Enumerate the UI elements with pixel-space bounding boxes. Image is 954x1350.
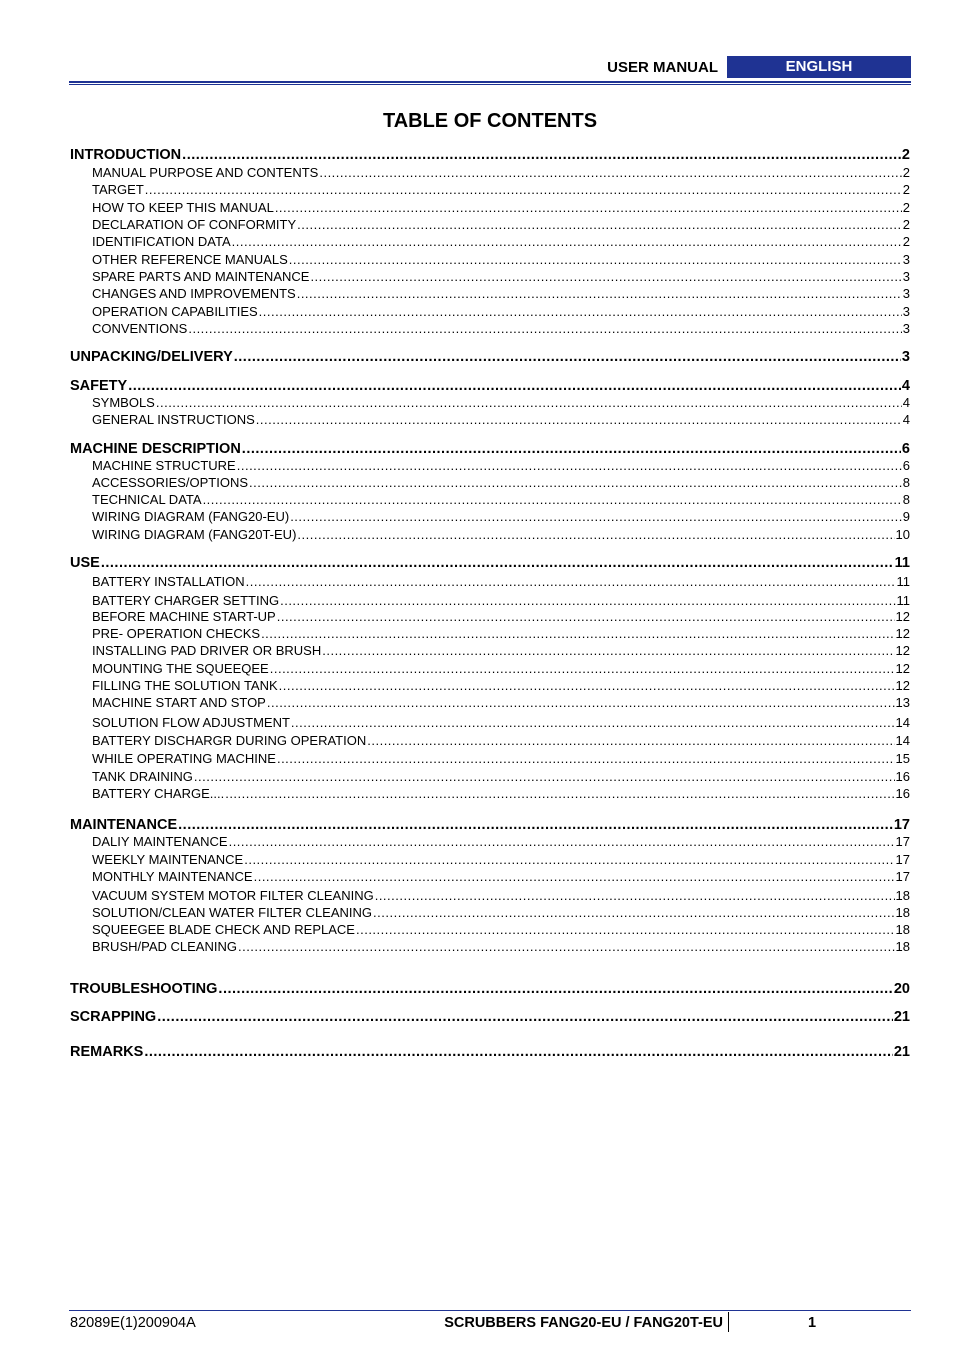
toc-entry-page: 16 <box>895 786 910 801</box>
toc-entry-page: 18 <box>895 888 910 903</box>
toc-subsection-entry[interactable] <box>92 395 910 411</box>
toc-entry-page: 13 <box>895 695 910 710</box>
toc-entry-label: OTHER REFERENCE MANUALS <box>92 252 288 267</box>
toc-dot-leader <box>275 200 902 216</box>
toc-subsection-entry[interactable] <box>92 217 910 233</box>
toc-subsection-entry[interactable] <box>92 834 910 850</box>
toc-dot-leader <box>279 678 895 694</box>
toc-entry-page: 3 <box>902 321 910 336</box>
toc-entry-page: 12 <box>895 609 910 624</box>
toc-entry-label: BATTERY INSTALLATION <box>92 574 245 589</box>
toc-section-entry[interactable] <box>70 146 910 164</box>
toc-subsection-entry[interactable] <box>92 492 910 508</box>
toc-dot-leader <box>218 980 892 998</box>
toc-subsection-entry[interactable] <box>92 475 910 491</box>
toc-subsection-entry[interactable] <box>92 321 910 337</box>
toc-subsection-entry[interactable] <box>92 733 910 749</box>
toc-entry-label: FILLING THE SOLUTION TANK <box>92 678 278 693</box>
toc-entry-page: 10 <box>895 527 910 542</box>
toc-subsection-entry[interactable] <box>92 769 910 785</box>
toc-entry-page: 18 <box>895 922 910 937</box>
toc-entry-label: USE <box>70 555 100 571</box>
toc-entry-page: 14 <box>895 715 910 730</box>
toc-subsection-entry[interactable] <box>92 234 910 250</box>
toc-entry-page: 17 <box>895 852 910 867</box>
toc-entry-page: 20 <box>893 981 910 997</box>
toc-subsection-entry[interactable] <box>92 751 910 767</box>
toc-subsection-entry[interactable] <box>92 269 910 285</box>
footer-page-number: 1 <box>807 1315 817 1331</box>
toc-entry-page: 4 <box>902 395 910 410</box>
toc-entry-page: 18 <box>895 905 910 920</box>
toc-dot-leader <box>367 733 894 749</box>
toc-subsection-entry[interactable] <box>92 786 910 802</box>
toc-dot-leader <box>297 527 894 543</box>
toc-dot-leader <box>322 643 894 659</box>
toc-subsection-entry[interactable] <box>92 695 910 711</box>
footer-product-name: SCRUBBERS FANG20-EU / FANG20T-EU <box>444 1315 723 1331</box>
toc-entry-page: 21 <box>893 1009 910 1025</box>
toc-dot-leader <box>182 146 901 164</box>
toc-dot-leader <box>277 609 895 625</box>
toc-subsection-entry[interactable] <box>92 905 910 921</box>
toc-entry-page: 21 <box>893 1044 910 1060</box>
toc-entry-page: 4 <box>901 378 910 394</box>
toc-dot-leader <box>203 492 902 508</box>
toc-entry-label: HOW TO KEEP THIS MANUAL <box>92 200 274 215</box>
toc-dot-leader <box>291 715 895 731</box>
toc-entry-label: DALIY MAINTENANCE <box>92 834 228 849</box>
toc-entry-page: 12 <box>895 661 910 676</box>
toc-entry-label: BATTERY CHARGE.... <box>92 786 225 801</box>
toc-section-entry[interactable] <box>70 554 910 572</box>
toc-entry-page: 6 <box>902 458 910 473</box>
toc-entry-page: 12 <box>895 643 910 658</box>
toc-entry-page: 12 <box>895 678 910 693</box>
toc-dot-leader <box>128 377 901 395</box>
toc-subsection-entry[interactable] <box>92 852 910 868</box>
toc-subsection-entry[interactable] <box>92 527 910 543</box>
toc-entry-page: 3 <box>902 252 910 267</box>
toc-entry-label: TROUBLESHOOTING <box>70 981 218 997</box>
toc-entry-label: BEFORE MACHINE START-UP <box>92 609 276 624</box>
toc-dot-leader <box>310 269 901 285</box>
toc-dot-leader <box>297 286 902 302</box>
toc-entry-label: TARGET <box>92 182 144 197</box>
toc-entry-page: 2 <box>902 200 910 215</box>
toc-subsection-entry[interactable] <box>92 593 910 609</box>
toc-entry-label: CHANGES AND IMPROVEMENTS <box>92 286 296 301</box>
toc-dot-leader <box>297 217 902 233</box>
toc-entry-label: TANK DRAINING <box>92 769 193 784</box>
toc-dot-leader <box>178 816 893 834</box>
toc-subsection-entry[interactable] <box>92 939 910 955</box>
toc-entry-label: SOLUTION/CLEAN WATER FILTER CLEANING <box>92 905 373 920</box>
toc-section-entry[interactable] <box>70 377 910 395</box>
toc-subsection-entry[interactable] <box>92 286 910 302</box>
toc-entry-label: IDENTIFICATION DATA <box>92 234 231 249</box>
toc-section-entry[interactable] <box>70 1043 910 1061</box>
footer-separator <box>728 1312 729 1332</box>
toc-entry-label: WEEKLY MAINTENANCE <box>92 852 244 867</box>
toc-dot-leader <box>144 1043 893 1061</box>
toc-section-entry[interactable] <box>70 1008 910 1026</box>
toc-entry-page: 2 <box>902 165 910 180</box>
toc-subsection-entry[interactable] <box>92 609 910 625</box>
toc-dot-leader <box>289 252 902 268</box>
toc-dot-leader <box>157 1008 893 1026</box>
toc-entry-label: MACHINE STRUCTURE <box>92 458 236 473</box>
footer-document-code: 82089E(1)200904A <box>70 1315 196 1331</box>
toc-entry-page: 2 <box>902 217 910 232</box>
toc-entry-label: MAINTENANCE <box>70 817 178 833</box>
toc-entry-page: 12 <box>895 626 910 641</box>
toc-subsection-entry[interactable] <box>92 626 910 642</box>
toc-dot-leader <box>261 626 894 642</box>
toc-entry-label: INSTALLING PAD DRIVER OR BRUSH <box>92 643 322 658</box>
toc-entry-page: 15 <box>895 751 910 766</box>
toc-dot-leader <box>232 234 902 250</box>
toc-entry-page: 17 <box>895 869 910 884</box>
toc-dot-leader <box>101 554 894 572</box>
toc-entry-label: MACHINE DESCRIPTION <box>70 441 241 457</box>
toc-dot-leader <box>238 939 895 955</box>
toc-subsection-entry[interactable] <box>92 869 910 885</box>
toc-entry-page: 3 <box>902 286 910 301</box>
toc-entry-label: REMARKS <box>70 1044 144 1060</box>
toc-dot-leader <box>267 695 895 711</box>
toc-subsection-entry[interactable] <box>92 888 910 904</box>
toc-entry-page: 8 <box>902 475 910 490</box>
toc-dot-leader <box>225 786 894 802</box>
toc-entry-label: BATTERY CHARGER SETTING <box>92 593 280 608</box>
toc-entry-label: MANUAL PURPOSE AND CONTENTS <box>92 165 319 180</box>
toc-dot-leader <box>290 509 902 525</box>
toc-dot-leader <box>249 475 902 491</box>
toc-subsection-entry[interactable] <box>92 165 910 181</box>
toc-entry-page: 17 <box>893 817 910 833</box>
toc-entry-page: 2 <box>902 182 910 197</box>
toc-subsection-entry[interactable] <box>92 922 910 938</box>
toc-entry-label: SAFETY <box>70 378 128 394</box>
toc-entry-page: 6 <box>901 441 910 457</box>
toc-subsection-entry[interactable] <box>92 304 910 320</box>
toc-subsection-entry[interactable] <box>92 661 910 677</box>
toc-dot-leader <box>156 395 902 411</box>
toc-entry-label: TECHNICAL DATA <box>92 492 202 507</box>
toc-dot-leader <box>256 412 902 428</box>
toc-entry-label: WIRING DIAGRAM (FANG20T-EU) <box>92 527 297 542</box>
toc-entry-page: 8 <box>902 492 910 507</box>
toc-dot-leader <box>246 574 896 590</box>
toc-dot-leader <box>188 321 901 337</box>
toc-entry-label: WIRING DIAGRAM (FANG20-EU) <box>92 509 290 524</box>
toc-subsection-entry[interactable] <box>92 643 910 659</box>
toc-dot-leader <box>242 440 901 458</box>
toc-dot-leader <box>319 165 901 181</box>
toc-entry-label: BRUSH/PAD CLEANING <box>92 939 237 954</box>
toc-entry-label: PRE- OPERATION CHECKS <box>92 626 261 641</box>
toc-section-entry[interactable] <box>70 348 910 366</box>
toc-entry-label: MACHINE START AND STOP <box>92 695 266 710</box>
toc-entry-label: SPARE PARTS AND MAINTENANCE <box>92 269 310 284</box>
toc-subsection-entry[interactable] <box>92 678 910 694</box>
toc-entry-label: WHILE OPERATING MACHINE <box>92 751 276 766</box>
footer-rule <box>69 1310 911 1311</box>
toc-entry-page: 3 <box>902 304 910 319</box>
toc-subsection-entry[interactable] <box>92 715 910 731</box>
toc-dot-leader <box>356 922 895 938</box>
toc-subsection-entry[interactable] <box>92 252 910 268</box>
header-language-badge: ENGLISH <box>727 56 911 78</box>
toc-entry-label: OPERATION CAPABILITIES <box>92 304 258 319</box>
toc-entry-page: 4 <box>902 412 910 427</box>
table-of-contents <box>70 0 910 1100</box>
toc-entry-label: SOLUTION FLOW ADJUSTMENT <box>92 715 290 730</box>
toc-entry-page: 9 <box>902 509 910 524</box>
toc-dot-leader <box>145 182 902 198</box>
toc-entry-label: INTRODUCTION <box>70 147 182 163</box>
toc-entry-page: 17 <box>895 834 910 849</box>
toc-dot-leader <box>254 869 895 885</box>
toc-dot-leader <box>244 852 894 868</box>
toc-entry-page: 14 <box>895 733 910 748</box>
toc-entry-label: UNPACKING/DELIVERY <box>70 349 233 365</box>
toc-entry-label: BATTERY DISCHARGR DURING OPERATION <box>92 733 367 748</box>
toc-entry-label: MOUNTING THE SQUEEQEE <box>92 661 269 676</box>
toc-subsection-entry[interactable] <box>92 200 910 216</box>
toc-subsection-entry[interactable] <box>92 574 910 590</box>
toc-entry-label: VACUUM SYSTEM MOTOR FILTER CLEANING <box>92 888 374 903</box>
toc-entry-label: ACCESSORIES/OPTIONS <box>92 475 249 490</box>
toc-entry-page: 16 <box>895 769 910 784</box>
toc-entry-label: GENERAL INSTRUCTIONS <box>92 412 255 427</box>
toc-entry-page: 2 <box>902 234 910 249</box>
toc-section-entry[interactable] <box>70 980 910 998</box>
toc-entry-page: 3 <box>902 269 910 284</box>
toc-entry-page: 11 <box>894 555 910 571</box>
toc-subsection-entry[interactable] <box>92 509 910 525</box>
toc-subsection-entry[interactable] <box>92 412 910 428</box>
toc-dot-leader <box>237 458 902 474</box>
header-manual-label: USER MANUAL <box>607 59 718 76</box>
toc-entry-page: 11 <box>896 574 910 589</box>
toc-entry-page: 11 <box>896 593 910 608</box>
toc-dot-leader <box>234 348 901 366</box>
toc-subsection-entry[interactable] <box>92 182 910 198</box>
toc-dot-leader <box>270 661 895 677</box>
toc-dot-leader <box>229 834 895 850</box>
toc-entry-label: SYMBOLS <box>92 395 155 410</box>
toc-entry-label: SCRAPPING <box>70 1009 157 1025</box>
toc-section-entry[interactable] <box>70 816 910 834</box>
toc-entry-label: MONTHLY MAINTENANCE <box>92 869 253 884</box>
toc-entry-page: 18 <box>895 939 910 954</box>
toc-dot-leader <box>280 593 895 609</box>
toc-entry-label: SQUEEGEE BLADE CHECK AND REPLACE <box>92 922 355 937</box>
toc-dot-leader <box>373 905 895 921</box>
toc-dot-leader <box>375 888 895 904</box>
toc-dot-leader <box>194 769 895 785</box>
toc-entry-label: CONVENTIONS <box>92 321 188 336</box>
toc-entry-label: DECLARATION OF CONFORMITY <box>92 217 297 232</box>
toc-dot-leader <box>277 751 895 767</box>
toc-subsection-entry[interactable] <box>92 458 910 474</box>
toc-section-entry[interactable] <box>70 440 910 458</box>
page-title: TABLE OF CONTENTS <box>382 110 598 132</box>
toc-entry-page: 2 <box>901 147 910 163</box>
toc-entry-page: 3 <box>901 349 910 365</box>
toc-dot-leader <box>259 304 902 320</box>
